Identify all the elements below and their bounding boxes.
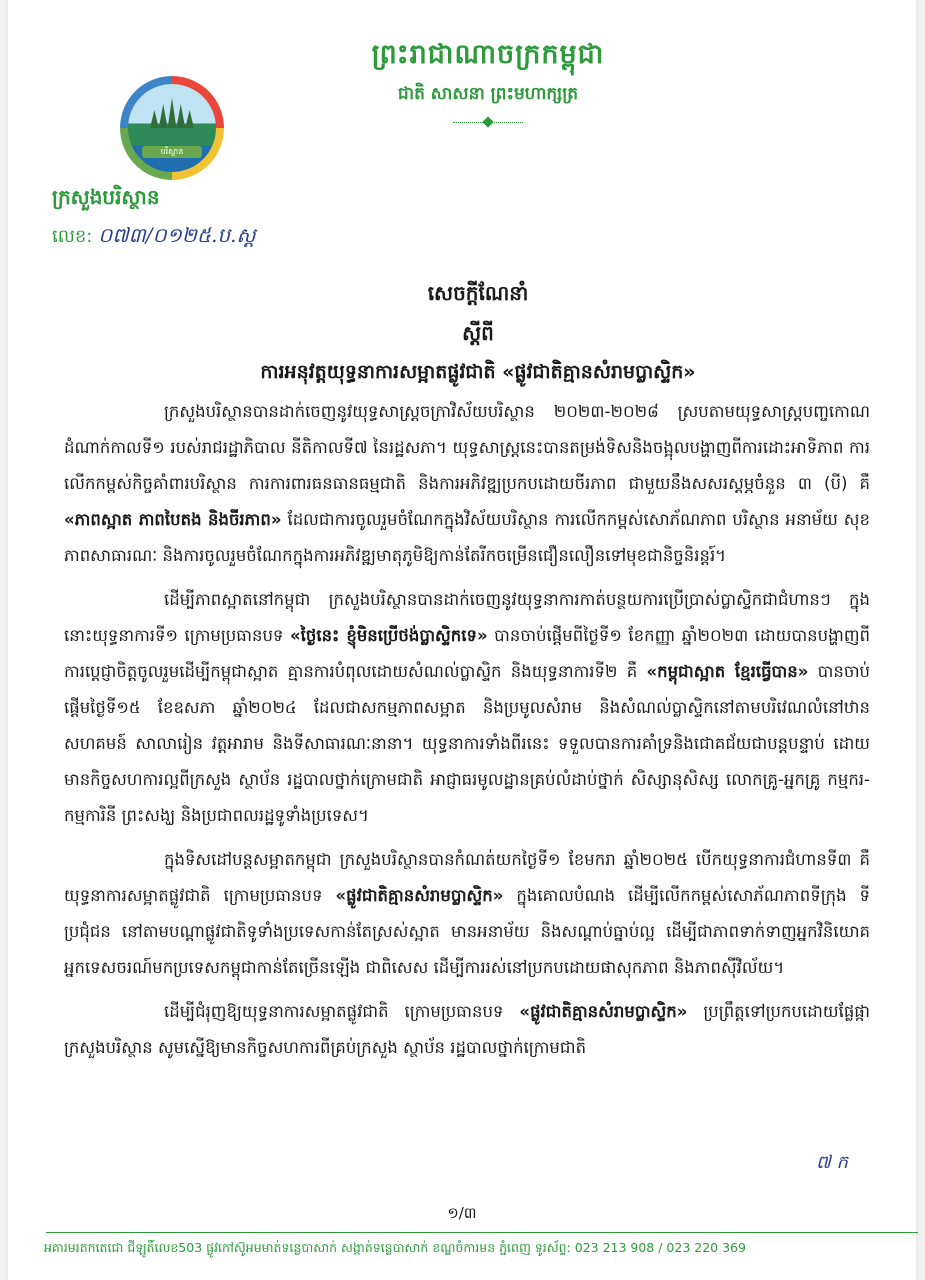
logo-emblem-icon	[128, 84, 216, 172]
paragraph-4	[64, 994, 870, 1066]
title-line-2: ស្តីពី	[462, 321, 494, 345]
kingdom-title: ព្រះរាជាណាចក្រកម្ពុជា	[371, 39, 605, 70]
title-line-3: ការអនុវត្តយុទ្ធនាការសម្អាតផ្លូវជាតិ «ផ្លូវជាតិគ្មានសំរាមប្លាស្ទិក»	[260, 361, 696, 383]
footer-address: អគារមរតកតេជោ ជីឡូតិ៍លេខ503 ផ្លូវកៅស៊ូអមមាត់ទន្លេបាសាក់ សង្កាត់ទន្លេបាសាក់ ខណ្ឌចំការមន ភ្នំពេញ ទូរស័ព្ទ: 023 213 908 / 023 220 369	[44, 1240, 746, 1255]
p2-bold-1: «ថ្ងៃនេះ ខ្ញុំមិនប្រើថង់ប្លាស្ទិកទេ»	[289, 626, 488, 645]
page-number: ១/៣	[447, 1204, 477, 1222]
document-page	[8, 0, 916, 1280]
p2-text-c: បានចាប់ផ្តើមថ្ងៃទី១៥ ខែឧសភា ឆ្នាំ២០២៤ ដែលជាសកម្មភាពសម្អាត និងប្រមូលសំរាម និងសំណល់ប្លាស្ទិកនៅតាមបរិវេណលំនៅឋាន សហគមន៍ សាលារៀន វត្តអារាម និងទីសាធារណៈនានា។ យុទ្ធនាការទាំងពីរនេះ ទទួលបានការគាំទ្រនិងជោគជ័យជាបន្តបន្ទាប់ ដោយមានកិច្ចសហការល្អពីក្រសួង ស្ថាប័ន រដ្ឋបាលថ្នាក់ក្រោមជាតិ អាជ្ញាធរមូលដ្ឋានគ្រប់លំដាប់ថ្នាក់ សិស្សានុសិស្ស លោកគ្រូ-អ្នកគ្រូ កម្មករ-កម្មការិនី ព្រះសង្ឃ និងប្រជាពលរដ្ឋទូទាំងប្រទេស។	[64, 662, 871, 825]
logo-caption: បរិស្ថាន	[142, 146, 202, 158]
p3-bold: «ផ្លូវជាតិគ្មានសំរាមប្លាស្ទិក»	[335, 886, 504, 905]
p1-bold: «ភាពស្អាត ភាពបៃតង និងចីរភាព»	[64, 510, 282, 529]
ministry-name: ក្រសួងបរិស្ថាន	[52, 185, 160, 209]
footer-divider	[46, 1232, 918, 1233]
paragraph-3	[64, 842, 870, 986]
p2-text-b: បានចាប់ផ្តើមពីថ្ងៃទី១ ខែកញ្ញា ឆ្នាំ២០២៣ ដោយបានបង្ហាញពីការប្តេជ្ញាចិត្តចូលរួមដើម្បីកម្ពុជាស្អាត គ្មានការបំពុលដោយសំណល់ប្លាស្ទិក និងយុទ្ធនាការទី២ គឺ	[64, 626, 871, 681]
p3-text-b: ក្នុងគោលបំណង ដើម្បីលើកកម្ពស់សោភ័ណភាពទីក្រុង ទីប្រជុំជន នៅតាមបណ្តាផ្លូវជាតិទូទាំងប្រទេសកាន់តែស្រស់ស្អាត មានអនាម័យ និងសណ្តាប់ធ្នាប់ល្អ ដើម្បីជាភាពទាក់ទាញអ្នកវិនិយោគ អ្នកទេសចរណ៍មកប្រទេសកម្ពុជាកាន់តែច្រើនឡើង ជាពិសេស ដើម្បីការរស់នៅប្រកបដោយផាសុកភាព និងភាពស៊ីវិល័យ។	[64, 886, 871, 977]
ref-suffix: /០១២៥.ប.ស្ត	[145, 223, 256, 247]
p3-text-a: ក្នុងទិសដៅបន្តសម្អាតកម្ពុជា ក្រសួងបរិស្ថានបានកំណត់យកថ្ងៃទី១ ខែមករា ឆ្នាំ២០២៥ បើកយុទ្ធនាការជំហានទី៣ គឺ យុទ្ធនាការសម្អាតផ្លូវជាតិ ក្រោមប្រធានបទ	[64, 850, 870, 905]
title-line-1: សេចក្តីណែនាំ	[427, 281, 529, 305]
temple-icon	[150, 98, 194, 128]
p2-text-a: ដើម្បីភាពស្អាតនៅកម្ពុជា ក្រសួងបរិស្ថានបានដាក់ចេញនូវយុទ្ធនាការកាត់បន្ថយការប្រើប្រាស់ប្លាស្ទិកជាជំហានៗ ក្នុងនោះយុទ្ធនាការទី១ ក្រោមប្រធានបទ	[64, 590, 870, 645]
p1-text-b: ដែលជាការចូលរួមចំណែកក្នុងវិស័យបរិស្ថាន ការលើកកម្ពស់សោភ័ណភាព បរិស្ថាន អនាម័យ សុខភាពសាធារណៈ និងការចូលរួមចំណែកក្នុងការអភិវឌ្ឍមាតុភូមិឱ្យកាន់តែរីកចម្រើនជឿនលឿនទៅមុខជានិច្ចនិរន្តរ៍។	[64, 510, 870, 565]
p4-text-a: ដើម្បីជំរុញឱ្យយុទ្ធនាការសម្អាតផ្លូវជាតិ ក្រោមប្រធានបទ	[164, 1002, 504, 1021]
ref-label: លេខ:	[52, 226, 93, 247]
p4-text-b: ប្រព្រឹត្តទៅប្រកបដោយផ្លែផ្កា ក្រសួងបរិស្ថាន សូមស្នើឱ្យមានកិច្ចសហការពីគ្រប់ក្រសួង ស្ថាប័ន រដ្ឋបាលថ្នាក់ក្រោមជាតិ	[64, 1002, 871, 1057]
paragraph-1	[64, 394, 870, 574]
reference-number	[52, 222, 256, 252]
paragraph-2	[64, 582, 870, 834]
p1-text-a: ក្រសួងបរិស្ថានបានដាក់ចេញនូវយុទ្ធសាស្ត្រចក្រាវិស័យបរិស្ថាន ២០២៣-២០២៨ ស្របតាមយុទ្ធសាស្ត្របញ្ចកោណ ដំណាក់កាលទី១ របស់រាជរដ្ឋាភិបាល នីតិកាលទី៧ នៃរដ្ឋសភា។ យុទ្ធសាស្ត្រនេះបានតម្រង់ទិសនិងចង្អុលបង្ហាញពីការដោះអាទិភាព ការលើកកម្ពស់កិច្ចគាំពារបរិស្ថាន ការការពារធនធានធម្មជាតិ និងការអភិវឌ្ឍប្រកបដោយចីរភាព ជាមួយនឹងសសរស្តម្ភចំនួន ៣ (បី) គឺ	[64, 402, 870, 493]
p2-bold-2: «កម្ពុជាស្អាត ខ្មែរធ្វើបាន»	[646, 662, 809, 681]
ornament-divider-icon	[453, 118, 523, 126]
p4-bold: «ផ្លូវជាតិគ្មានសំរាមប្លាស្ទិក»	[519, 1002, 688, 1021]
ref-number-handwritten: ០៧៣	[98, 223, 146, 247]
national-motto: ជាតិ សាសនា ព្រះមហាក្សត្រ	[397, 84, 579, 104]
national-header	[288, 38, 688, 126]
ministry-logo	[120, 76, 224, 180]
document-title	[128, 280, 828, 398]
handwritten-initials: ៧ ក	[816, 1152, 848, 1173]
document-body	[64, 394, 870, 1074]
